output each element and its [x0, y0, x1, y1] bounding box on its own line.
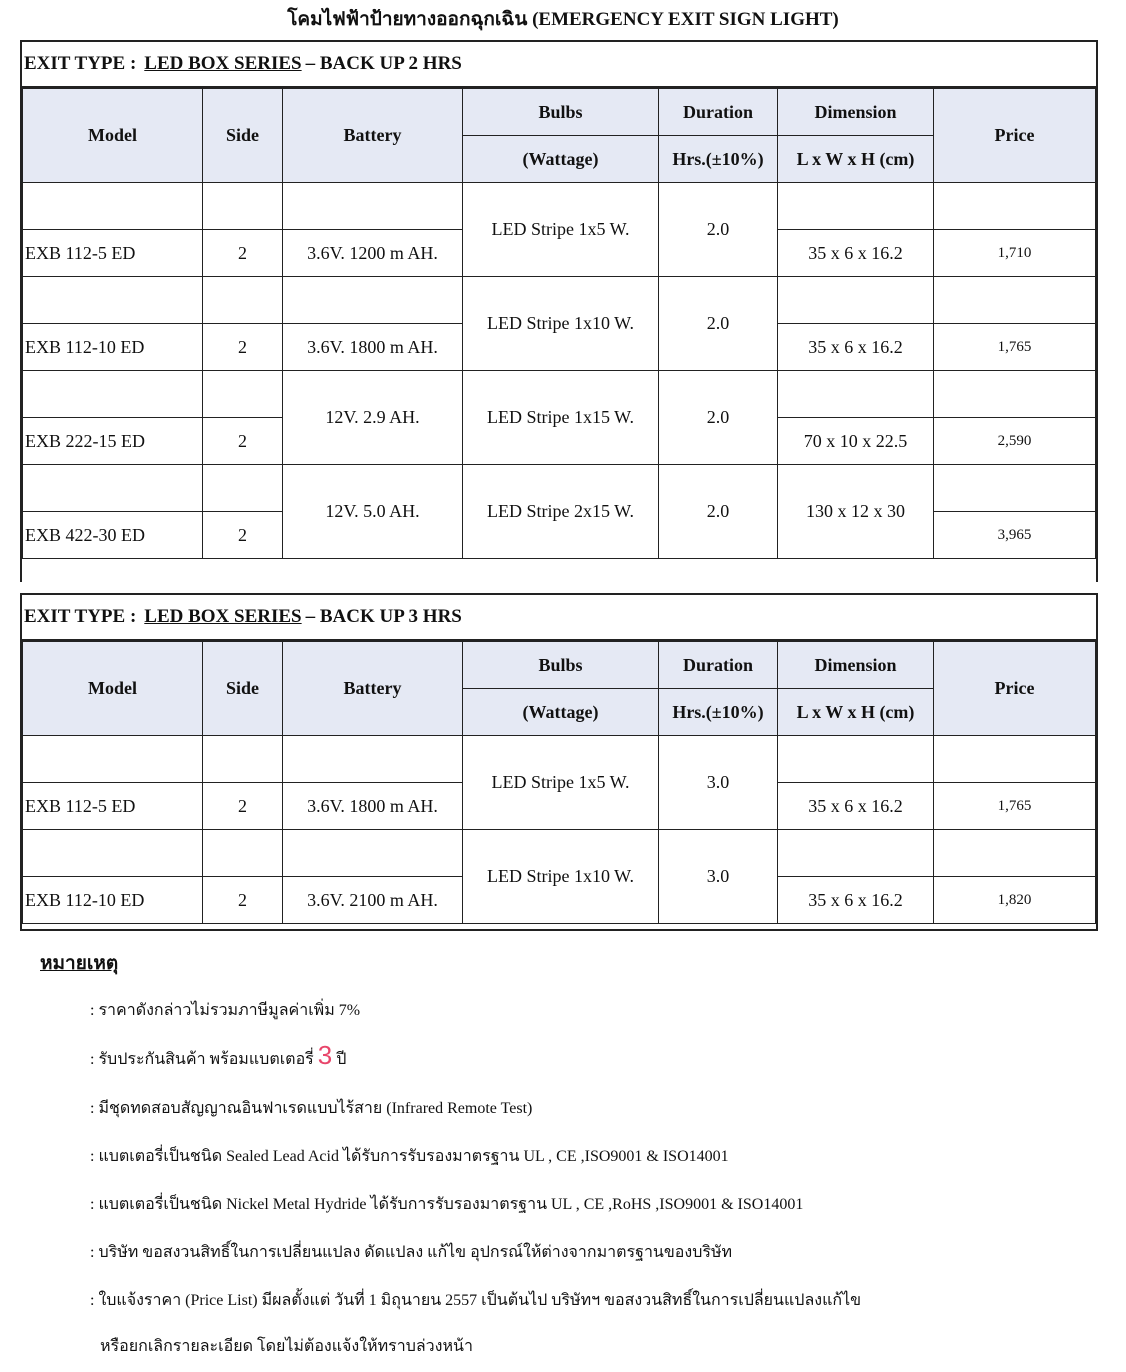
price-cell: 1,765: [934, 324, 1096, 371]
table-row: [23, 277, 1096, 324]
col-side: Side: [203, 642, 283, 736]
price-table-3hrs: [20, 593, 1098, 931]
model-cell: EXB 112-10 ED: [23, 877, 203, 924]
note-warranty-post: ปี: [332, 1051, 347, 1068]
side-cell: 2: [203, 324, 283, 371]
warranty-years: 3: [317, 1040, 333, 1070]
col-dimension-sub: L x W x H (cm): [778, 689, 934, 736]
col-duration-sub: Hrs.(±10%): [659, 136, 778, 183]
col-dimension: Dimension: [778, 642, 934, 689]
col-bulbs-sub: (Wattage): [463, 689, 659, 736]
section-header: [22, 42, 1096, 88]
duration-cell: 3.0: [659, 736, 778, 830]
page-title: โคมไฟฟ้าป้ายทางออกฉุกเฉิน (EMERGENCY EXIT SIGN LIGHT): [287, 9, 839, 30]
model-cell: EXB 112-10 ED: [23, 324, 203, 371]
spec-table: [22, 88, 1096, 559]
note-remote-test: : มีชุดทดสอบสัญญาณอินฟาเรดแบบไร้สาย (Infrared Remote Test): [90, 1100, 533, 1117]
price-cell: 3,965: [934, 512, 1096, 559]
dimension-cell: 35 x 6 x 16.2: [778, 783, 934, 830]
side-cell: 2: [203, 783, 283, 830]
notes-section: [40, 948, 1100, 978]
battery-cell: 12V. 2.9 AH.: [283, 371, 463, 465]
col-model: Model: [23, 642, 203, 736]
note-price-cancel: หรือยกเลิกรายละเอียด โดยไม่ต้องแจ้งให้ทราบล่วงหน้า: [100, 1338, 473, 1355]
battery-cell: 12V. 5.0 AH.: [283, 465, 463, 559]
side-cell: 2: [203, 418, 283, 465]
series-name: LED BOX SERIES: [144, 606, 302, 627]
note-price-effective: : ใบแจ้งราคา (Price List) มีผลตั้งแต่ วันที่ 1 มิถุนายน 2557 เป็นต้นไป บริษัทฯ ขอสงวนสิทธิ์ในการเปลี่ยนแปลงแก้ไข: [90, 1292, 862, 1309]
duration-cell: 2.0: [659, 277, 778, 371]
duration-cell: 2.0: [659, 183, 778, 277]
col-dimension: Dimension: [778, 89, 934, 136]
model-cell: EXB 112-5 ED: [23, 230, 203, 277]
col-bulbs-sub: (Wattage): [463, 136, 659, 183]
model-cell: EXB 422-30 ED: [23, 512, 203, 559]
table-row: [23, 465, 1096, 512]
note-vat: : ราคาดังกล่าวไม่รวมภาษีมูลค่าเพิ่ม 7%: [90, 1002, 361, 1019]
col-dimension-sub: L x W x H (cm): [778, 136, 934, 183]
notes-title: หมายเหตุ: [40, 953, 119, 974]
bulbs-cell: LED Stripe 1x5 W.: [463, 183, 659, 277]
bulbs-cell: LED Stripe 1x10 W.: [463, 277, 659, 371]
note-sla-battery: : แบตเตอรี่เป็นชนิด Sealed Lead Acid ได้รับการรับรองมาตรฐาน UL , CE ,ISO9001 & ISO14001: [90, 1148, 729, 1165]
col-side: Side: [203, 89, 283, 183]
dimension-cell: 35 x 6 x 16.2: [778, 324, 934, 371]
backup-hours: – BACK UP 3 HRS: [305, 606, 462, 627]
dimension-cell: 130 x 12 x 30: [778, 465, 934, 559]
side-cell: 2: [203, 230, 283, 277]
col-model: Model: [23, 89, 203, 183]
battery-cell: 3.6V. 1200 m AH.: [283, 230, 463, 277]
col-duration-sub: Hrs.(±10%): [659, 689, 778, 736]
battery-cell: 3.6V. 1800 m AH.: [283, 324, 463, 371]
price-cell: 2,590: [934, 418, 1096, 465]
table-row: [23, 183, 1096, 230]
bulbs-cell: LED Stripe 1x5 W.: [463, 736, 659, 830]
exit-type-label: EXIT TYPE :: [24, 606, 137, 627]
col-price: Price: [934, 89, 1096, 183]
header-row: [23, 642, 1096, 689]
side-cell: 2: [203, 512, 283, 559]
header-row: [23, 89, 1096, 136]
side-cell: 2: [203, 877, 283, 924]
section-header: [22, 595, 1096, 641]
price-cell: 1,765: [934, 783, 1096, 830]
price-table-2hrs: [20, 40, 1098, 582]
note-warranty-pre: : รับประกันสินค้า พร้อมแบตเตอรี่: [90, 1051, 318, 1068]
duration-cell: 2.0: [659, 371, 778, 465]
model-cell: EXB 222-15 ED: [23, 418, 203, 465]
col-duration: Duration: [659, 642, 778, 689]
table-row: [23, 736, 1096, 783]
model-cell: EXB 112-5 ED: [23, 783, 203, 830]
spec-table: [22, 641, 1096, 924]
col-price: Price: [934, 642, 1096, 736]
dimension-cell: 35 x 6 x 16.2: [778, 230, 934, 277]
duration-cell: 2.0: [659, 465, 778, 559]
dimension-cell: 70 x 10 x 22.5: [778, 418, 934, 465]
bulbs-cell: LED Stripe 1x10 W.: [463, 830, 659, 924]
note-warranty: [90, 1040, 346, 1072]
series-name: LED BOX SERIES: [144, 53, 302, 74]
bulbs-cell: LED Stripe 2x15 W.: [463, 465, 659, 559]
col-bulbs: Bulbs: [463, 642, 659, 689]
table-row: [23, 830, 1096, 877]
duration-cell: 3.0: [659, 830, 778, 924]
col-battery: Battery: [283, 642, 463, 736]
note-nimh-battery: : แบตเตอรี่เป็นชนิด Nickel Metal Hydride ได้รับการรับรองมาตรฐาน UL , CE ,RoHS ,ISO9001 & ISO14001: [90, 1196, 804, 1213]
col-bulbs: Bulbs: [463, 89, 659, 136]
col-duration: Duration: [659, 89, 778, 136]
table-row: [23, 371, 1096, 418]
col-battery: Battery: [283, 89, 463, 183]
price-cell: 1,820: [934, 877, 1096, 924]
bulbs-cell: LED Stripe 1x15 W.: [463, 371, 659, 465]
dimension-cell: 35 x 6 x 16.2: [778, 877, 934, 924]
note-modification: : บริษัท ขอสงวนสิทธิ์ในการเปลี่ยนแปลง ดัดแปลง แก้ไข อุปกรณ์ให้ต่างจากมาตรฐานของบริษัท: [90, 1244, 733, 1261]
battery-cell: 3.6V. 1800 m AH.: [283, 783, 463, 830]
exit-type-label: EXIT TYPE :: [24, 53, 137, 74]
backup-hours: – BACK UP 2 HRS: [305, 53, 462, 74]
price-cell: 1,710: [934, 230, 1096, 277]
battery-cell: 3.6V. 2100 m AH.: [283, 877, 463, 924]
